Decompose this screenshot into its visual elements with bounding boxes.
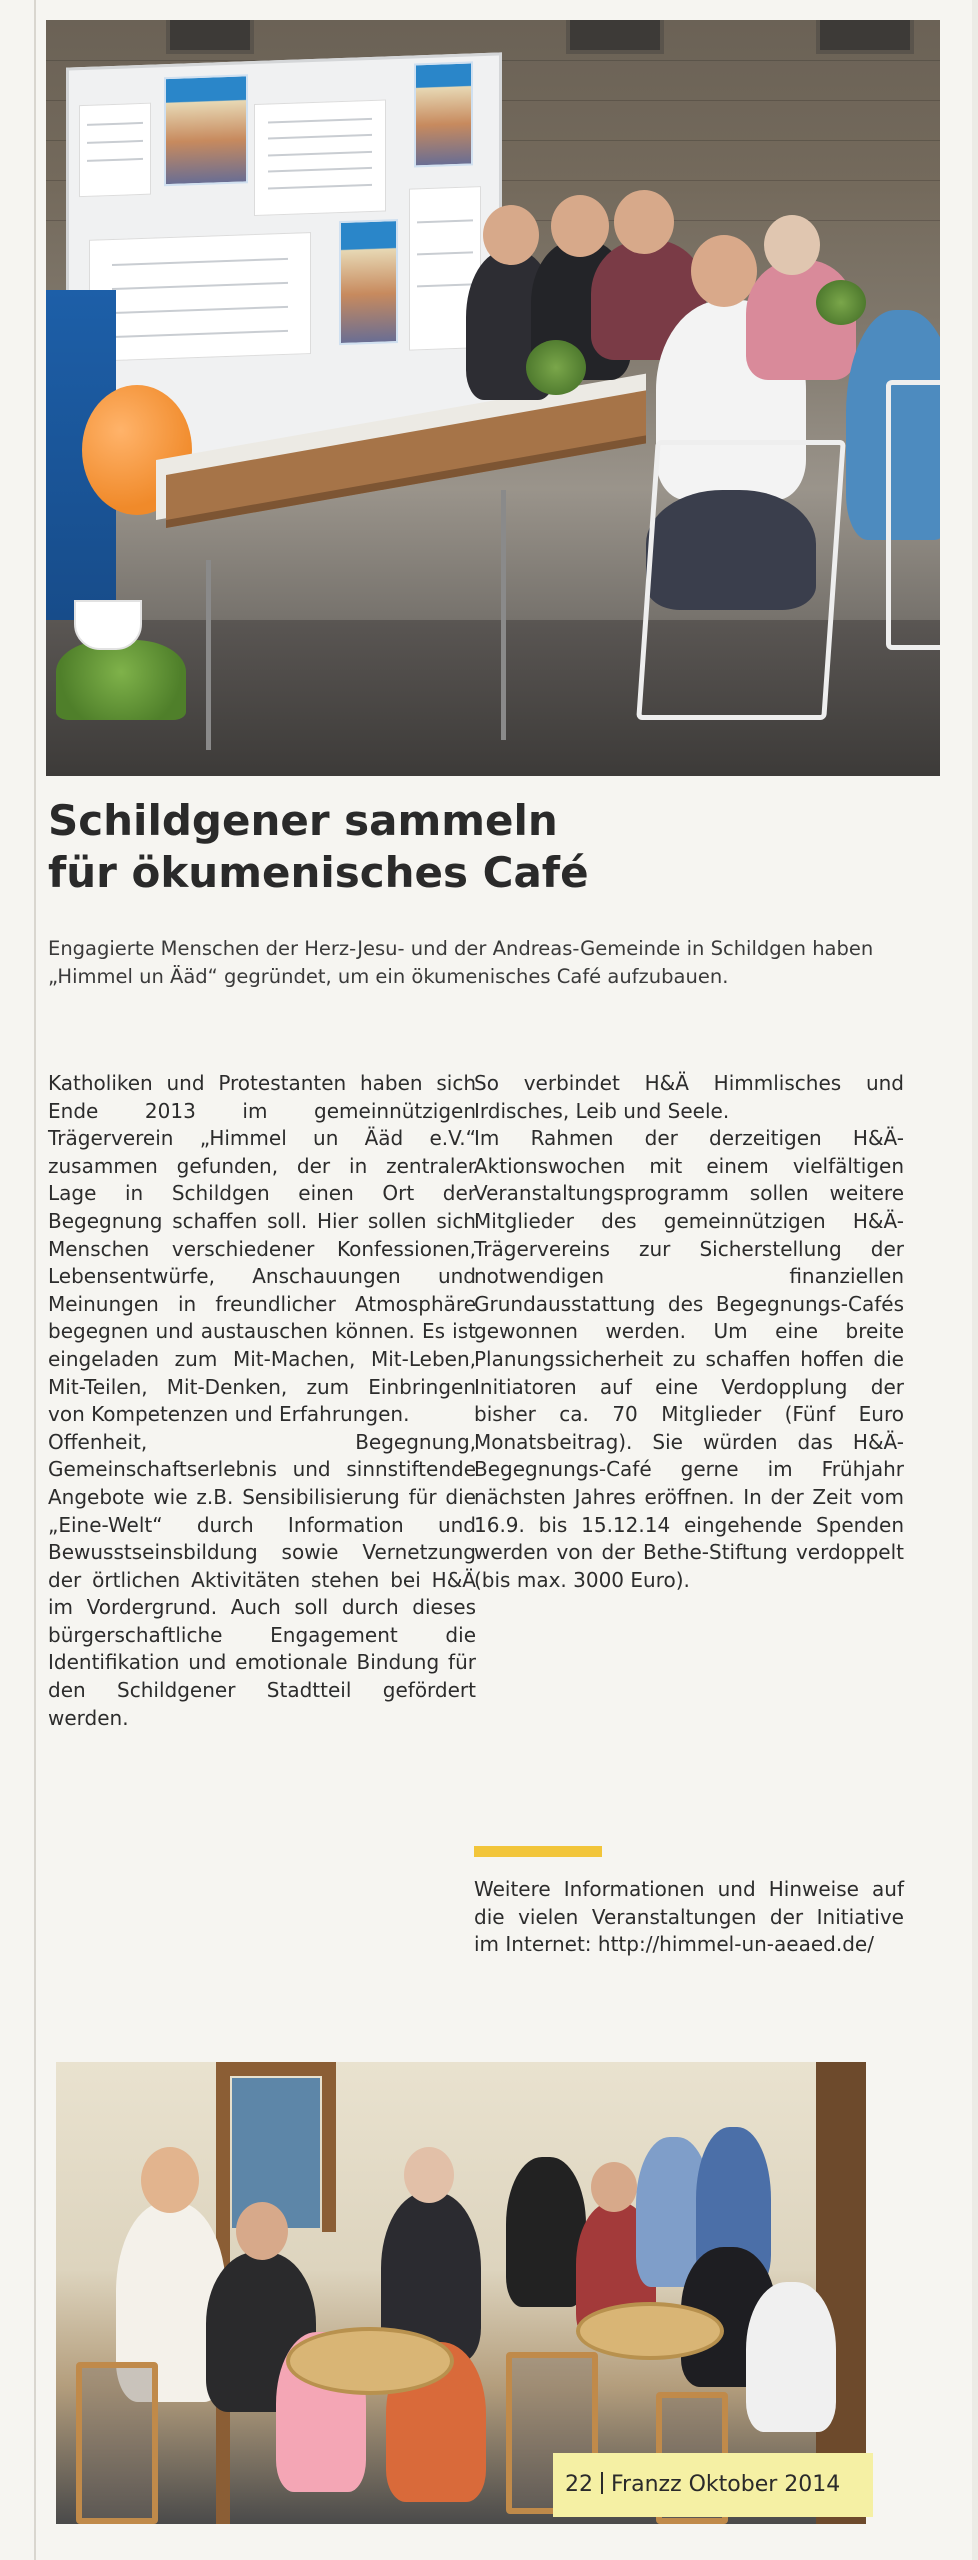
flyer-poster (164, 74, 248, 186)
publication-name: Franzz Oktober 2014 (611, 2472, 841, 2497)
page-fold-edge (34, 0, 36, 2560)
paragraph-3: So verbindet H&Ä Himmlisches und Irdisches, Leib und Seele. (474, 1071, 904, 1123)
person-head (614, 190, 674, 254)
flower-pot (526, 340, 586, 395)
more-info-text: Weitere Informationen und Hinweise auf die vielen Veranstaltungen der Initiative im Internet: http://himmel-un-aeaed.de/ (474, 1877, 904, 1957)
person-head (764, 215, 820, 275)
cafe-table (576, 2302, 724, 2360)
article-headline (48, 795, 928, 899)
paragraph-1: Katholiken und Protestanten haben sich Ende 2013 im gemeinnützigen Trägerverein „Himmel un Ääd e.V.“ zusammen gefunden, der in zentraler Lage in Schildgen einen Ort der Begegnung schaffen soll. Hier sollen sich Menschen verschiedener Konfessionen, Lebensentwürfe, Anschauungen und Meinungen in freundlicher Atmosphäre begegnen und austauschen können. Es ist eingeladen zum Mit-Machen, Mit-Leben, Mit-Teilen, Mit-Denken, zum Einbringen von Kompetenzen und Erfahrungen. (48, 1071, 476, 1427)
person-head (236, 2202, 288, 2260)
yellow-accent-bar (474, 1846, 602, 1857)
cafe-table (286, 2327, 454, 2395)
person-head (141, 2147, 199, 2213)
building-window (816, 20, 914, 54)
table-leg (501, 490, 506, 740)
person-standing (506, 2157, 586, 2307)
person-head (551, 195, 609, 257)
article-column-left (48, 1070, 476, 1732)
page-footer (565, 2470, 840, 2500)
person-head (483, 205, 539, 265)
footer-separator (601, 2472, 603, 2494)
flyer-poster (414, 61, 473, 167)
wooden-chair (76, 2362, 158, 2524)
article-lead: Engagierte Menschen der Herz-Jesu- und der Andreas-Gemeinde in Schildgen haben „Himmel un Ääd“ gegründet, um ein ökumenisches Café aufzubauen. (48, 937, 874, 988)
white-chair (886, 380, 940, 650)
white-cup (74, 600, 142, 650)
page-right-margin (972, 0, 978, 2560)
window-blue (232, 2078, 320, 2228)
headline-line-1: Schildgener sammeln (48, 796, 558, 845)
wood-frame (216, 2062, 336, 2076)
table-leg (206, 560, 211, 750)
wood-frame (322, 2062, 336, 2232)
flyer-poster (339, 219, 398, 345)
info-sheet (254, 99, 386, 216)
flower-pot (816, 280, 866, 325)
person-head (404, 2147, 454, 2203)
paragraph-2: Offenheit, Begegnung, Gemeinschaftserlebnis und sinnstiftende Angebote wie z.B. Sensibilisierung für die „Eine-Welt“ durch Information und Bewusstseinsbildung sowie Vernetzung der örtlichen Aktivitäten stehen bei H&Ä im Vordergrund. Auch soll durch dieses bürgerschaftliche Engagement die Identifikation und emotionale Bindung für den Schildgener Stadtteil gefördert werden. (48, 1429, 476, 1730)
white-chair (636, 440, 846, 720)
woman-white-shirt (746, 2282, 836, 2432)
paragraph-4: Im Rahmen der derzeitigen H&Ä-Aktionswochen mit einem vielfältigen Veranstaltungsprogramm sollen weitere Mitglieder des gemeinnützigen H&Ä-Trägervereins zur Sicherstellung der notwendigen finanziellen Grundausstattung des Begegnungs-Cafés gewonnen werden. Um eine breite Planungssicherheit zu schaffen hoffen die Initiatoren auf eine Verdopplung der bisher ca. 70 Mitglieder (Fünf Euro Monatsbeitrag). Sie würden das H&Ä-Begegnungs-Café gerne im Frühjahr nächsten Jahres eröffnen. In der Zeit vom 16.9. bis 15.12.14 eingehende Spenden werden von der Bethe-Stiftung verdoppelt (bis max. 3000 Euro). (474, 1126, 904, 1592)
top-photo-info-stand (46, 20, 940, 776)
person-head (591, 2162, 637, 2212)
info-sheet (89, 232, 311, 362)
info-sheet (79, 103, 151, 198)
building-window (166, 20, 254, 54)
building-window (566, 20, 664, 54)
grass-decoration (56, 640, 186, 720)
article-column-right (474, 1070, 904, 1594)
page-number: 22 (565, 2472, 593, 2497)
person-head (691, 235, 757, 307)
headline-line-2: für ökumenisches Café (48, 848, 589, 897)
